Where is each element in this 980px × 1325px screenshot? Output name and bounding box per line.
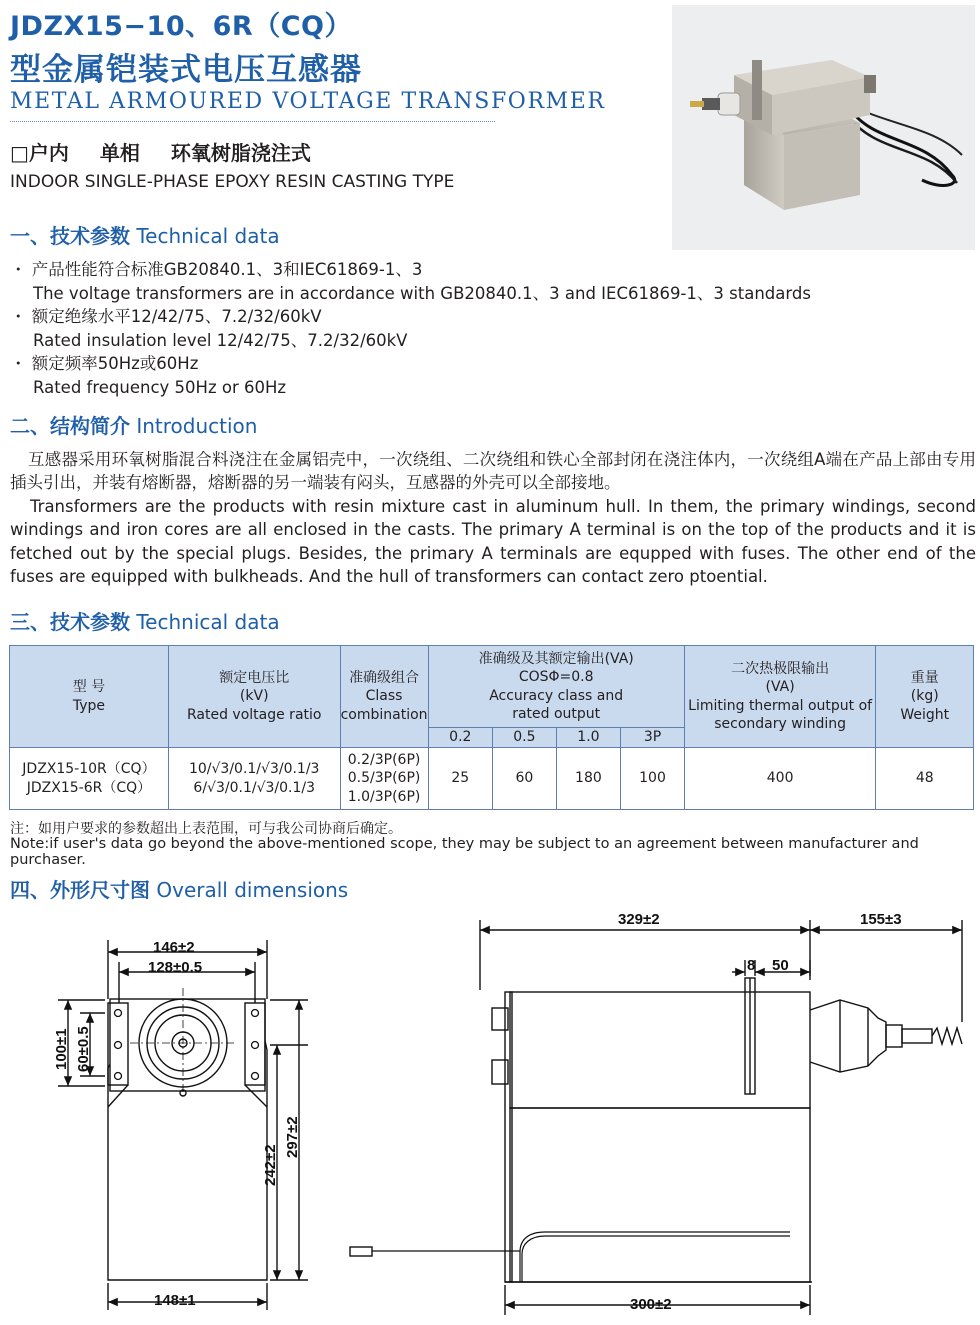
accuracy-class-cell: 0.2 <box>428 728 493 748</box>
accuracy-class-cell: 1.0 <box>556 728 621 748</box>
cell-type <box>10 748 169 810</box>
list-item-en: The voltage transformers are in accordance with GB20840.1、3 and IEC61869-1、3 standards <box>33 283 811 303</box>
header-weight-unit: (kg) <box>910 688 939 705</box>
dim-146: 146±2 <box>153 939 195 956</box>
header-thermal-en: secondary winding <box>714 716 846 732</box>
front-dimension-labels <box>53 939 301 1309</box>
cell-thermal: 400 <box>684 748 876 810</box>
header-thermal-unit: (VA) <box>765 679 795 695</box>
dim-60: 60±0.5 <box>75 1026 92 1072</box>
dimension-drawings <box>0 900 980 1320</box>
spec-table <box>9 645 974 810</box>
section2-heading-en: Introduction <box>136 414 258 438</box>
model-6r: JDZX15-6R（CQ） <box>26 779 152 796</box>
type-en: INDOOR SINGLE-PHASE EPOXY RESIN CASTING TYPE <box>10 172 455 192</box>
model-title: JDZX15−10、6R（CQ） <box>10 11 352 42</box>
header-weight-en: Weight <box>900 706 950 723</box>
cell-class <box>340 748 428 810</box>
cell-weight: 48 <box>876 748 974 810</box>
front-view <box>58 940 308 1310</box>
section2-heading <box>10 410 257 439</box>
section4-heading <box>10 874 348 903</box>
side-dimension-labels <box>618 911 902 1313</box>
dim-50: 50 <box>772 957 789 974</box>
header-accuracy-en: rated output <box>512 706 601 722</box>
cell-output: 180 <box>556 748 621 810</box>
dotted-divider <box>10 121 495 122</box>
side-view <box>350 920 962 1315</box>
header-thermal-en: Limiting thermal output of <box>688 697 873 714</box>
dim-242: 242±2 <box>262 1144 279 1186</box>
list-item-cn: ・ 产品性能符合标准GB20840.1、3和IEC61869-1、3 <box>10 260 423 279</box>
list-item-cn: ・ 额定绝缘水平12/42/75、7.2/32/60kV <box>10 307 322 326</box>
en-title: METAL ARMOURED VOLTAGE TRANSFORMER <box>10 89 606 114</box>
header-type-en: Type <box>72 697 105 714</box>
product-photo <box>672 5 975 250</box>
section1-heading-en: Technical data <box>136 224 280 248</box>
header-class-en: Class <box>365 688 403 705</box>
header-ratio-unit: (kV) <box>239 688 269 705</box>
intro-paragraph-cn: 互感器采用环氧树脂混合料浇注在金属铝壳中，一次绕组、二次绕组和铁心全部封闭在浇注体内，一次绕组A端在产品上部由专用插头引出，并装有熔断器，熔断器的另一端装有闷头，互感器的外壳可以全部接地。 <box>10 450 976 493</box>
intro-paragraph-en: Transformers are the products with resin mixture cast in aluminum hull. In them, the primary windings, second windings and iron cores are all enclosed in the casts. The primary A terminal is on the top of the products and it is fetched out by the special plugs. Besides, the primary A terminals are equpped with fuses. The other end of the fuses are equipped with bulkheads. And the hull of transformers can contact zero ptoential. <box>10 497 976 587</box>
section2-heading-cn: 二、结构简介 <box>10 414 130 438</box>
header-thermal-cn: 二次热极限输出 <box>731 660 830 677</box>
model-10r: JDZX15-10R（CQ） <box>22 761 156 777</box>
header-class-cn: 准确级组合 <box>349 669 420 686</box>
section3-heading-cn: 三、技术参数 <box>10 610 130 634</box>
header-accuracy-cos: COSΦ=0.8 <box>518 669 594 685</box>
type-cn <box>10 137 335 166</box>
ratio-10kv: 10/√3/0.1/√3/0.1/3 <box>188 761 320 777</box>
class-combination: 0.5/3P(6P) <box>347 770 421 787</box>
section3-heading-en: Technical data <box>136 610 280 634</box>
header-class-en: combination <box>340 706 428 723</box>
header-weight-cn: 重量 <box>910 669 939 686</box>
type-cn-single-phase: 单相 <box>99 141 140 165</box>
header-accuracy <box>428 646 684 728</box>
type-cn-epoxy: 环氧树脂浇注式 <box>170 141 311 165</box>
table-row <box>10 748 974 810</box>
dim-8: 8 <box>747 957 756 974</box>
header-weight <box>876 646 974 748</box>
dim-297: 297±2 <box>284 1116 301 1158</box>
header-accuracy-en: Accuracy class and <box>489 687 624 704</box>
cell-output: 100 <box>621 748 685 810</box>
type-cn-indoor: □户内 <box>10 141 69 165</box>
list-item-en: Rated frequency 50Hz or 60Hz <box>33 377 287 397</box>
cell-ratio <box>168 748 340 810</box>
accuracy-class-cell: 0.5 <box>493 728 557 748</box>
header-accuracy-cn: 准确级及其额定输出(VA) <box>478 650 634 667</box>
dim-148: 148±1 <box>154 1292 196 1309</box>
cell-output: 60 <box>493 748 557 810</box>
list-item-en: Rated insulation level 12/42/75、7.2/32/60kV <box>33 330 408 350</box>
dim-300: 300±2 <box>630 1296 672 1313</box>
note-cn: 注：如用户要求的参数超出上表范围，可与我公司协商后确定。 <box>10 821 402 837</box>
header-type <box>10 646 169 748</box>
cn-title: 型金属铠装式电压互感器 <box>10 52 362 88</box>
list-item-cn: ・ 额定频率50Hz或60Hz <box>10 354 199 373</box>
section1-heading-cn: 一、技术参数 <box>10 224 130 248</box>
section1-list <box>10 258 811 399</box>
ratio-6kv: 6/√3/0.1/√3/0.1/3 <box>193 779 316 796</box>
section3-heading <box>10 606 280 635</box>
class-combination: 0.2/3P(6P) <box>347 751 421 768</box>
header-ratio-en: Rated voltage ratio <box>186 706 322 723</box>
header-class <box>340 646 428 748</box>
dim-155: 155±3 <box>860 911 902 928</box>
dim-100: 100±1 <box>53 1028 70 1070</box>
dim-128: 128±0.5 <box>148 959 203 976</box>
section1-heading <box>10 220 280 249</box>
section4-heading-cn: 四、外形尺寸图 <box>10 878 150 902</box>
accuracy-class-cell: 3P <box>621 728 685 748</box>
class-combination: 1.0/3P(6P) <box>347 788 421 805</box>
dim-329: 329±2 <box>618 911 660 928</box>
section4-heading-en: Overall dimensions <box>156 878 349 902</box>
header-thermal <box>684 646 876 748</box>
header-ratio-cn: 额定电压比 <box>219 669 290 686</box>
cell-output: 25 <box>428 748 493 810</box>
header-ratio <box>168 646 340 748</box>
header-type-cn: 型 号 <box>72 679 106 695</box>
note-en: Note:if user's data go beyond the above-mentioned scope, they may be subject to an agreement between manufacturer and purchaser. <box>10 836 919 868</box>
